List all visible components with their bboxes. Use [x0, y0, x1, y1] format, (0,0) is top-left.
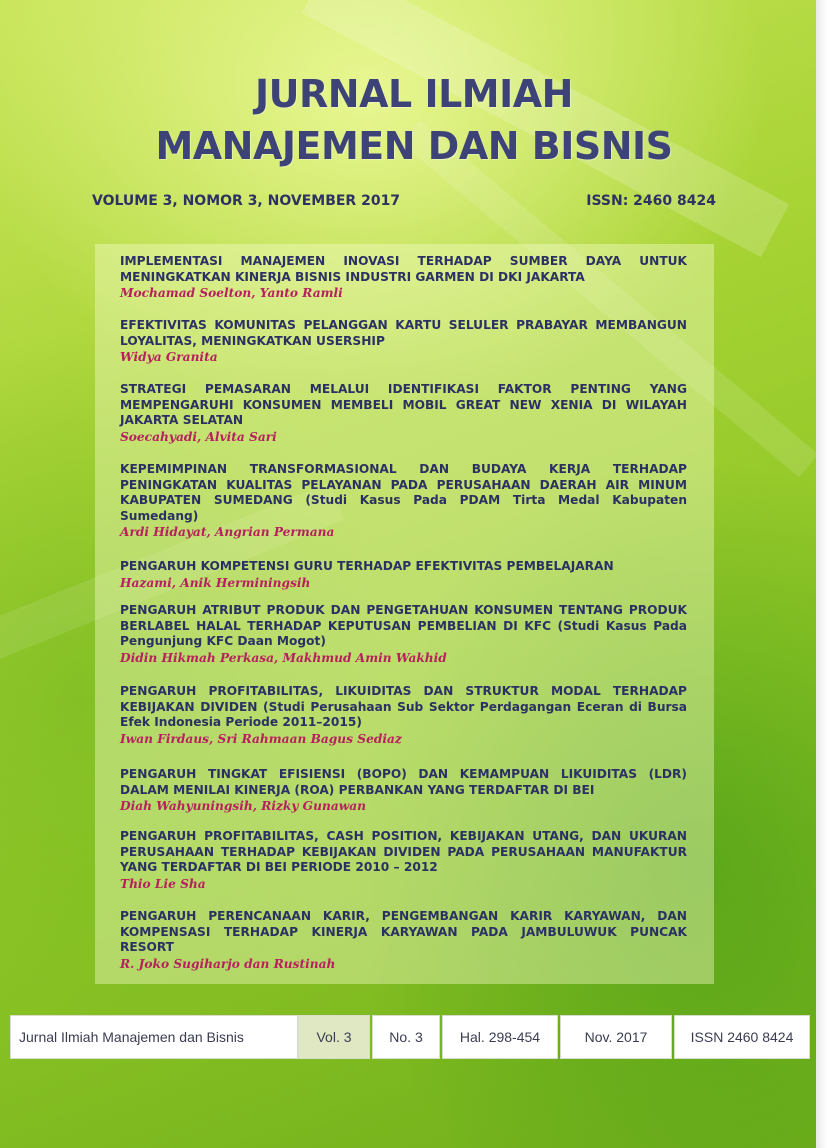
article-authors: Widya Granita — [120, 350, 218, 364]
footer-journal-name: Jurnal Ilmiah Manajemen dan Bisnis — [10, 1015, 298, 1059]
article-title: KEPEMIMPINAN TRANSFORMASIONAL DAN BUDAYA KERJA TERHADAP PENINGKATAN KUALITAS PELAYANAN PADA PERUSAHAAN DAERAH AIR MINUM KABUPATEN SUMEDANG (Studi Kasus Pada PDAM Tirta Medal Kabupaten Sumedang) — [120, 462, 687, 523]
footer-bar — [10, 1015, 810, 1059]
article-entry — [120, 684, 687, 747]
volume-info: VOLUME 3, NOMOR 3, NOVEMBER 2017 — [92, 193, 401, 209]
article-authors: Ardi Hidayat, Angrian Permana — [120, 525, 335, 539]
footer-pages: Hal. 298-454 — [442, 1015, 558, 1059]
issn-label: ISSN: 2460 8424 — [586, 193, 716, 209]
footer-volume: Vol. 3 — [298, 1015, 370, 1059]
article-authors: Soecahyadi, Alvita Sari — [120, 429, 277, 444]
article-entry — [120, 829, 687, 892]
page-edge — [816, 0, 827, 1148]
journal-title-line2: MANAJEMEN DAN BISNIS — [155, 124, 673, 168]
article-authors: Thio Lie Sha — [120, 876, 206, 891]
footer-issn: ISSN 2460 8424 — [674, 1015, 810, 1059]
article-entry — [120, 603, 687, 666]
article-title: PENGARUH ATRIBUT PRODUK DAN PENGETAHUAN KONSUMEN TENTANG PRODUK BERLABEL HALAL TERHADAP KEPUTUSAN PEMBELIAN DI KFC (Studi Kasus Pada Pengunjung KFC Daan Mogot) — [120, 603, 687, 648]
article-authors: Mochamad Soelton, Yanto Ramli — [120, 286, 343, 300]
footer-number: No. 3 — [372, 1015, 440, 1059]
article-title: EFEKTIVITAS KOMUNITAS PELANGGAN KARTU SELULER PRABAYAR MEMBANGUN LOYALITAS, MENINGKATKAN USERSHIP — [120, 318, 687, 348]
footer-date: Nov. 2017 — [560, 1015, 672, 1059]
article-entry — [120, 382, 687, 445]
article-authors: Hazami, Anik Herminingsih — [120, 575, 311, 590]
article-title: STRATEGI PEMASARAN MELALUI IDENTIFIKASI FAKTOR PENTING YANG MEMPENGARUHI KONSUMEN MEMBELI MOBIL GREAT NEW XENIA DI WILAYAH JAKARTA SELATAN — [120, 382, 687, 427]
article-authors: R. Joko Sugiharjo dan Rustinah — [120, 956, 336, 971]
article-entry — [120, 254, 687, 301]
article-authors: Diah Wahyuningsih, Rizky Gunawan — [120, 799, 366, 813]
article-authors: Iwan Firdaus, Sri Rahmaan Bagus Sediaz — [120, 731, 402, 746]
article-title: PENGARUH PERENCANAAN KARIR, PENGEMBANGAN KARIR KARYAWAN, DAN KOMPENSASI TERHADAP KINERJA KARYAWAN PADA JAMBULUWUK PUNCAK RESORT — [120, 909, 687, 954]
article-title: PENGARUH PROFITABILITAS, CASH POSITION, KEBIJAKAN UTANG, DAN UKURAN PERUSAHAAN TERHADAP KEBIJAKAN DIVIDEN PADA PERUSAHAAN MANUFAKTUR YANG TERDAFTAR DI BEI PERIODE 2010 – 2012 — [120, 829, 687, 874]
article-entry — [120, 559, 687, 591]
article-title: PENGARUH PROFITABILITAS, LIKUIDITAS DAN STRUKTUR MODAL TERHADAP KEBIJAKAN DIVIDEN (Studi Perusahaan Sub Sektor Perdagangan Eceran di Bursa Efek Indonesia Periode 2011–2015) — [120, 684, 687, 729]
article-title: IMPLEMENTASI MANAJEMEN INOVASI TERHADAP SUMBER DAYA UNTUK MENINGKATKAN KINERJA BISNIS INDUSTRI GARMEN DI DKI JAKARTA — [120, 254, 687, 284]
article-entry — [120, 909, 687, 972]
article-entry — [120, 767, 687, 814]
article-entry — [120, 462, 687, 540]
article-title: PENGARUH TINGKAT EFISIENSI (BOPO) DAN KEMAMPUAN LIKUIDITAS (LDR) DALAM MENILAI KINERJA (ROA) PERBANKAN YANG TERDAFTAR DI BEI — [120, 767, 687, 797]
article-title: PENGARUH KOMPETENSI GURU TERHADAP EFEKTIVITAS PEMBELAJARAN — [120, 559, 614, 573]
journal-title-line1: JURNAL ILMIAH — [255, 72, 573, 116]
article-entry — [120, 318, 687, 365]
article-authors: Didin Hikmah Perkasa, Makhmud Amin Wakhid — [120, 650, 447, 665]
